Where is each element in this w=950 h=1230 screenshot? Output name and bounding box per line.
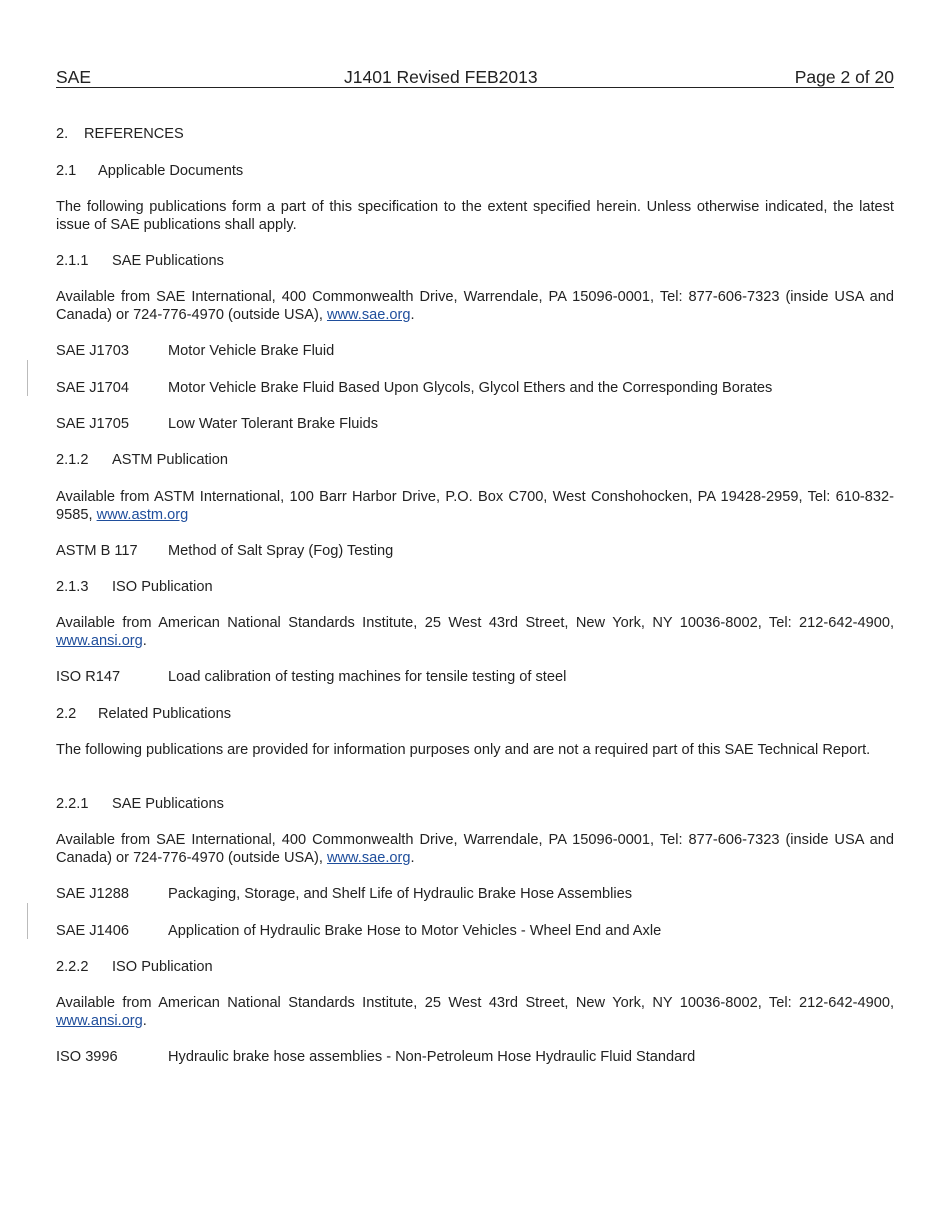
section-heading-iso-publication: 2.1.3 ISO Publication [56, 579, 213, 595]
astm-website-link[interactable]: www.astm.org [96, 507, 189, 523]
paragraph-related-ansi-availability: Available from American National Standards Institute, 25 West 43rd Street, New York, NY 10036-8002, Tel: 212-642-4900, www.ansi.org. [56, 995, 894, 1029]
sae-website-link[interactable]: www.sae.org [326, 850, 411, 866]
header-doc-id: J1401 Revised FEB2013 [344, 67, 538, 87]
section-heading-related-sae-publications: 2.2.1 SAE Publications [56, 796, 224, 812]
sae-website-link[interactable]: www.sae.org [326, 307, 411, 323]
ansi-website-link[interactable]: www.ansi.org [56, 633, 143, 649]
section-heading-related-iso-publication: 2.2.2 ISO Publication [56, 959, 213, 975]
section-heading-astm-publication: 2.1.2 ASTM Publication [56, 452, 228, 468]
paragraph-astm-availability: Available from ASTM International, 100 Barr Harbor Drive, P.O. Box C700, West Conshohocken, PA 19428-2959, Tel: 610-832-9585, www.astm.org [56, 489, 894, 523]
paragraph-related-intro: The following publications are provided for information purposes only and are not a required part of this SAE Technical Report. [56, 742, 871, 758]
revision-change-bar [27, 903, 28, 939]
ansi-website-link[interactable]: www.ansi.org [56, 1013, 143, 1029]
page-header [56, 67, 894, 88]
paragraph-sae-availability: Available from SAE International, 400 Commonwealth Drive, Warrendale, PA 15096-0001, Tel: 877-606-7323 (inside USA and Canada) or 724-776-4970 (outside USA), www.sae.org. [56, 289, 894, 323]
header-org: SAE [56, 67, 92, 87]
paragraph-ansi-availability: Available from American National Standards Institute, 25 West 43rd Street, New York, NY 10036-8002, Tel: 212-642-4900, www.ansi.org. [56, 615, 894, 649]
header-page-number: Page 2 of 20 [794, 67, 894, 87]
section-heading-applicable-documents: 2.1 Applicable Documents [56, 163, 244, 179]
revision-change-bar [27, 360, 28, 396]
section-heading-related-publications: 2.2 Related Publications [56, 706, 232, 722]
section-heading-references: 2. REFERENCES [56, 126, 184, 142]
section-heading-sae-publications: 2.1.1 SAE Publications [56, 253, 224, 269]
paragraph-related-sae-availability: Available from SAE International, 400 Commonwealth Drive, Warrendale, PA 15096-0001, Tel: 877-606-7323 (inside USA and Canada) or 724-776-4970 (outside USA), www.sae.org. [56, 832, 894, 866]
paragraph-applicable-intro: The following publications form a part of this specification to the extent specified herein. Unless otherwise indicated, the latest issue of SAE publications shall apply. [56, 199, 894, 233]
